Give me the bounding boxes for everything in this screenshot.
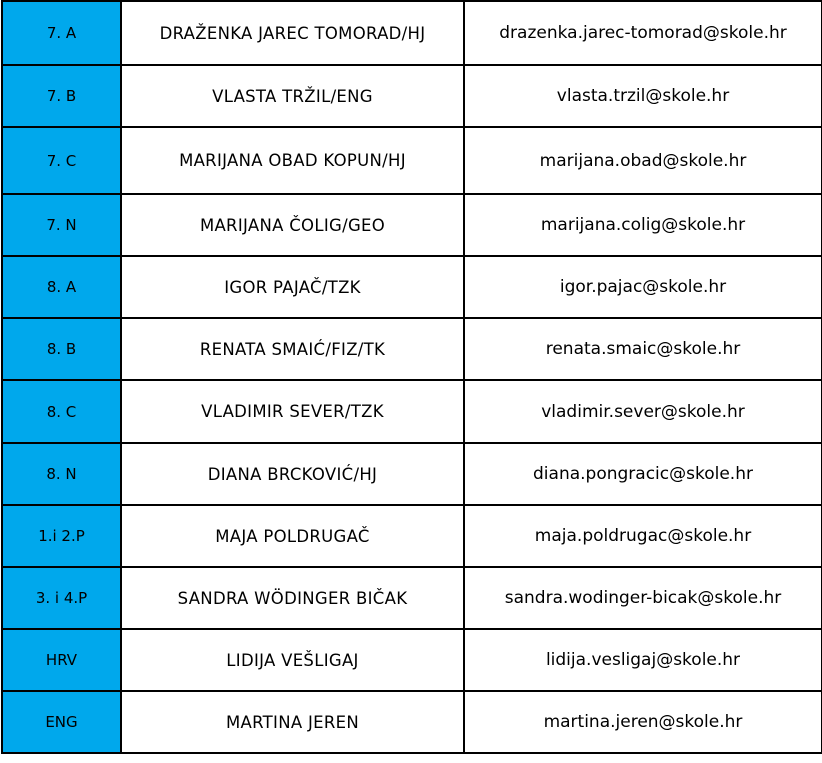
email-cell[interactable]: martina.jeren@skole.hr — [464, 691, 822, 753]
class-cell: ENG — [2, 691, 121, 753]
email-cell[interactable]: maja.poldrugac@skole.hr — [464, 505, 822, 567]
email-cell[interactable]: diana.pongracic@skole.hr — [464, 443, 822, 505]
class-cell: 7. C — [2, 127, 121, 194]
class-cell: 7. B — [2, 65, 121, 127]
class-cell: HRV — [2, 629, 121, 691]
table-row — [2, 567, 822, 629]
email-cell[interactable]: sandra.wodinger-bicak@skole.hr — [464, 567, 822, 629]
table-row — [2, 256, 822, 318]
teacher-cell: LIDIJA VEŠLIGAJ — [121, 629, 464, 691]
class-cell: 7. N — [2, 194, 121, 256]
table-row — [2, 691, 822, 753]
class-cell: 3. i 4.P — [2, 567, 121, 629]
email-cell[interactable]: vladimir.sever@skole.hr — [464, 380, 822, 443]
teacher-cell: MARTINA JEREN — [121, 691, 464, 753]
teacher-cell: RENATA SMAIĆ/FIZ/TK — [121, 318, 464, 380]
email-cell[interactable]: marijana.obad@skole.hr — [464, 127, 822, 194]
table-row — [2, 629, 822, 691]
class-cell: 8. C — [2, 380, 121, 443]
table-row — [2, 194, 822, 256]
email-cell[interactable]: marijana.colig@skole.hr — [464, 194, 822, 256]
class-teacher-table — [1, 0, 822, 754]
teacher-cell: IGOR PAJAČ/TZK — [121, 256, 464, 318]
class-cell: 8. A — [2, 256, 121, 318]
teacher-cell: DIANA BRCKOVIĆ/HJ — [121, 443, 464, 505]
class-cell: 1.i 2.P — [2, 505, 121, 567]
table-row — [2, 318, 822, 380]
table-row — [2, 127, 822, 194]
table-row — [2, 1, 822, 65]
class-cell: 7. A — [2, 1, 121, 65]
teacher-cell: MAJA POLDRUGAČ — [121, 505, 464, 567]
teacher-cell: VLASTA TRŽIL/ENG — [121, 65, 464, 127]
teacher-cell: SANDRA WÖDINGER BIČAK — [121, 567, 464, 629]
table-body — [2, 1, 822, 753]
email-cell[interactable]: drazenka.jarec-tomorad@skole.hr — [464, 1, 822, 65]
class-cell: 8. N — [2, 443, 121, 505]
table-row — [2, 443, 822, 505]
table-row — [2, 65, 822, 127]
teacher-cell: MARIJANA OBAD KOPUN/HJ — [121, 127, 464, 194]
table-row — [2, 505, 822, 567]
class-cell: 8. B — [2, 318, 121, 380]
email-cell[interactable]: renata.smaic@skole.hr — [464, 318, 822, 380]
teacher-cell: DRAŽENKA JAREC TOMORAD/HJ — [121, 1, 464, 65]
email-cell[interactable]: igor.pajac@skole.hr — [464, 256, 822, 318]
teacher-cell: MARIJANA ČOLIG/GEO — [121, 194, 464, 256]
table-row — [2, 380, 822, 443]
teacher-cell: VLADIMIR SEVER/TZK — [121, 380, 464, 443]
email-cell[interactable]: vlasta.trzil@skole.hr — [464, 65, 822, 127]
email-cell[interactable]: lidija.vesligaj@skole.hr — [464, 629, 822, 691]
